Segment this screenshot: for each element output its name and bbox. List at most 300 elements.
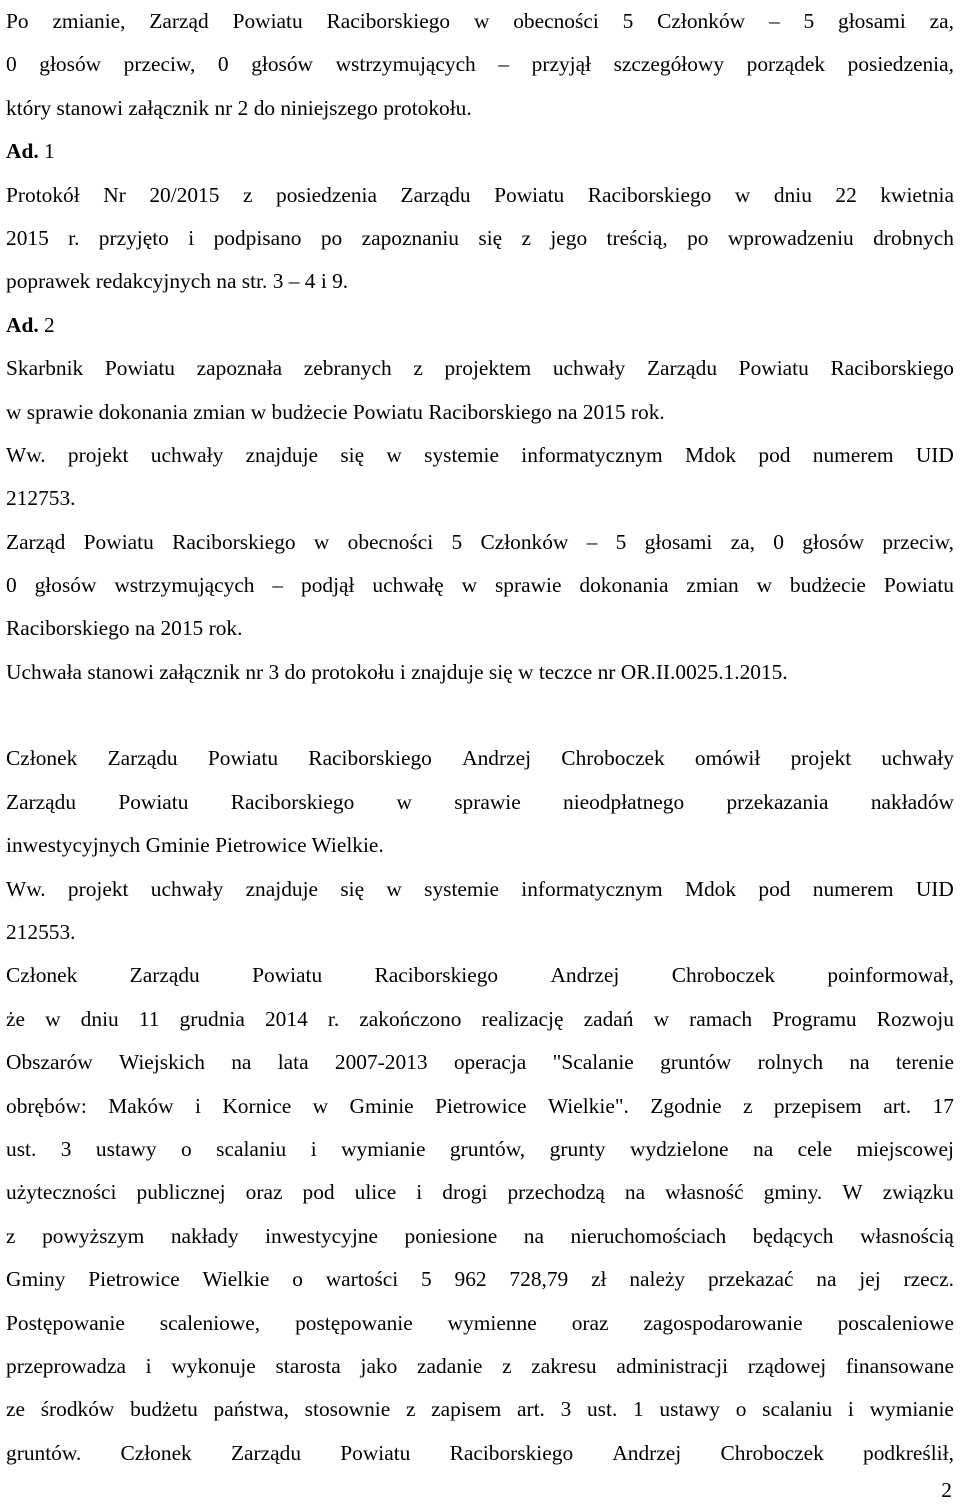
word: rządowej bbox=[747, 1353, 827, 1378]
word: Programu bbox=[772, 1006, 857, 1031]
word: ust. bbox=[6, 1136, 37, 1161]
word: 17 bbox=[932, 1093, 954, 1118]
word: publicznej bbox=[136, 1180, 226, 1205]
text-line bbox=[6, 1128, 954, 1171]
word: Postępowanie bbox=[6, 1310, 125, 1335]
word: w bbox=[386, 442, 402, 467]
word: z bbox=[6, 1223, 16, 1248]
word: ze bbox=[6, 1397, 25, 1422]
word: art. bbox=[516, 1397, 545, 1422]
word: przyjęto bbox=[98, 225, 169, 250]
word: 962 bbox=[454, 1267, 487, 1292]
word: Raciborskiego bbox=[172, 529, 296, 554]
word: ustawy bbox=[659, 1397, 721, 1422]
text-line bbox=[6, 0, 954, 43]
word: porządek bbox=[746, 52, 826, 77]
word: uchwały bbox=[150, 876, 224, 901]
word: treścią, bbox=[606, 225, 668, 250]
word: w bbox=[312, 1093, 329, 1118]
word: Andrzej bbox=[462, 746, 532, 771]
text-line bbox=[6, 434, 954, 477]
word: przyjął bbox=[531, 52, 592, 77]
text-line bbox=[6, 1432, 954, 1475]
word: poinformował, bbox=[827, 963, 954, 988]
word: projekt bbox=[790, 746, 852, 771]
word: Wielkie". bbox=[547, 1093, 629, 1118]
page-number: 2 bbox=[941, 1478, 952, 1502]
word: W bbox=[842, 1180, 863, 1205]
word: "Scalanie bbox=[552, 1050, 634, 1075]
text-line bbox=[6, 1171, 954, 1214]
word: Chroboczek bbox=[720, 1440, 824, 1465]
word: na bbox=[624, 1180, 646, 1205]
word: scaleniowe, bbox=[159, 1310, 261, 1335]
word: gminy. bbox=[763, 1180, 823, 1205]
word: informatycznym bbox=[521, 442, 663, 467]
word: grudnia bbox=[179, 1006, 245, 1031]
word: zadanie bbox=[417, 1353, 483, 1378]
word: w bbox=[756, 573, 773, 598]
word: Mdok bbox=[684, 876, 737, 901]
word: Kornice bbox=[222, 1093, 292, 1118]
word: 0 bbox=[6, 573, 17, 598]
word: – bbox=[498, 52, 510, 77]
word: wartości bbox=[325, 1267, 399, 1292]
word: art. bbox=[883, 1093, 912, 1118]
word: 5 bbox=[421, 1267, 432, 1292]
word: głosami bbox=[644, 529, 713, 554]
word: Pietrowice bbox=[88, 1267, 180, 1292]
word: i bbox=[194, 1093, 201, 1118]
word: operacja bbox=[453, 1050, 527, 1075]
word: – bbox=[272, 573, 284, 598]
word: związku bbox=[882, 1180, 954, 1205]
word: zakresu bbox=[531, 1353, 597, 1378]
word: wymienne bbox=[447, 1310, 537, 1335]
text-line bbox=[6, 564, 954, 607]
text-line: w sprawie dokonania zmian w budżecie Powiatu Raciborskiego na 2015 rok. bbox=[6, 399, 665, 424]
text-line bbox=[6, 43, 954, 86]
word: o bbox=[735, 1397, 747, 1422]
word: Mdok bbox=[684, 442, 737, 467]
word: Członek bbox=[6, 746, 78, 771]
word: 22 bbox=[835, 182, 857, 207]
word: 5 bbox=[615, 529, 627, 554]
word: głosami bbox=[838, 9, 906, 33]
word: i bbox=[847, 1397, 854, 1422]
word: głosów bbox=[34, 573, 97, 598]
text-line: Uchwała stanowi załącznik nr 3 do protokołu i znajduje się w teczce nr OR.II.0025.1.2015. bbox=[6, 659, 788, 684]
word: Skarbnik bbox=[6, 356, 84, 381]
word: dniu bbox=[80, 1006, 119, 1031]
word: w bbox=[473, 9, 490, 33]
word: 3 bbox=[560, 1397, 572, 1422]
word: ulice bbox=[354, 1180, 397, 1205]
word: w bbox=[734, 182, 751, 207]
word: oraz bbox=[245, 1180, 283, 1205]
word: Wielkie bbox=[202, 1267, 270, 1292]
word: przechodzą bbox=[507, 1180, 605, 1205]
word: za, bbox=[929, 9, 954, 33]
text-line: Raciborskiego na 2015 rok. bbox=[6, 616, 243, 641]
word: na bbox=[231, 1050, 252, 1075]
text-line bbox=[6, 954, 954, 997]
word: głosów bbox=[251, 52, 313, 77]
word: Gminy bbox=[6, 1267, 66, 1292]
word: po bbox=[687, 225, 709, 250]
word: na bbox=[753, 1136, 774, 1161]
word: oraz bbox=[571, 1310, 609, 1335]
word: własnością bbox=[860, 1223, 954, 1248]
word: wymianie bbox=[869, 1397, 954, 1422]
word: Powiatu bbox=[494, 182, 565, 207]
word: 3 bbox=[60, 1136, 72, 1161]
word: z bbox=[502, 1353, 512, 1378]
word: Zarządu bbox=[646, 356, 718, 381]
word: szczegółowy bbox=[613, 52, 725, 77]
word: znajduje bbox=[245, 442, 319, 467]
text-line bbox=[6, 1258, 954, 1301]
word: zadań bbox=[583, 1006, 634, 1031]
word: własność bbox=[665, 1180, 744, 1205]
word: drobnych bbox=[873, 225, 954, 250]
word: przeprowadza bbox=[6, 1353, 126, 1378]
word: projektem bbox=[444, 356, 532, 381]
word: Chroboczek bbox=[561, 746, 665, 771]
word: sprawie bbox=[494, 573, 562, 598]
word: państwa, bbox=[213, 1397, 289, 1422]
word: podkreślił, bbox=[863, 1440, 954, 1465]
word: w bbox=[461, 573, 478, 598]
word: numerem bbox=[812, 442, 894, 467]
word: pod bbox=[302, 1180, 335, 1205]
word: 2015 bbox=[6, 225, 49, 250]
word: uchwały bbox=[552, 356, 626, 381]
word: r. bbox=[68, 225, 80, 250]
word: rzecz. bbox=[903, 1267, 954, 1292]
word: na bbox=[849, 1050, 870, 1075]
word: w bbox=[45, 1006, 61, 1031]
word: przekazania bbox=[726, 789, 829, 814]
word: obrębów: bbox=[6, 1093, 87, 1118]
word: wydzielone bbox=[629, 1136, 729, 1161]
word: dokonania bbox=[579, 573, 669, 598]
word: z bbox=[405, 1397, 416, 1422]
word: uchwały bbox=[150, 442, 224, 467]
word: rolnych bbox=[757, 1050, 824, 1075]
word: powyższym bbox=[42, 1223, 145, 1248]
word: gruntów. bbox=[6, 1440, 82, 1465]
word: posiedzenia bbox=[276, 182, 377, 207]
word: Powiatu bbox=[883, 573, 954, 598]
word: Raciborskiego bbox=[830, 356, 954, 381]
text-line bbox=[6, 174, 954, 217]
word: i bbox=[188, 225, 195, 250]
word: stosownie bbox=[304, 1397, 391, 1422]
word: Zarząd bbox=[149, 9, 209, 33]
word: 1 bbox=[633, 1397, 644, 1422]
word: wprowadzeniu bbox=[727, 225, 854, 250]
word: w bbox=[653, 1006, 670, 1031]
word: zakończono bbox=[359, 1006, 462, 1031]
word: uchwały bbox=[881, 746, 954, 771]
word: zmianie, bbox=[52, 9, 126, 33]
agenda-heading-1 bbox=[6, 130, 954, 173]
word: 0 bbox=[217, 52, 229, 77]
word: – bbox=[768, 9, 780, 33]
word: scalaniu bbox=[762, 1397, 833, 1422]
word: starosta bbox=[275, 1353, 341, 1378]
word: drogi bbox=[442, 1180, 488, 1205]
word: z bbox=[743, 1093, 753, 1118]
word: Andrzej bbox=[612, 1440, 682, 1465]
word: cele bbox=[797, 1136, 833, 1161]
word: ust. bbox=[586, 1397, 618, 1422]
word: będących bbox=[752, 1223, 834, 1248]
word: systemie bbox=[424, 876, 499, 901]
word: Powiatu bbox=[83, 529, 154, 554]
word: posiedzenia, bbox=[847, 52, 954, 77]
agenda-number: 1 bbox=[38, 139, 55, 164]
word: z bbox=[242, 182, 253, 207]
word: o bbox=[292, 1267, 303, 1292]
word: głosów bbox=[802, 529, 865, 554]
word: wymianie bbox=[341, 1136, 426, 1161]
text-line bbox=[6, 217, 954, 260]
word: Raciborskiego bbox=[374, 963, 499, 988]
word: o bbox=[180, 1136, 192, 1161]
word: w bbox=[313, 529, 330, 554]
agenda-label: Ad. bbox=[6, 312, 39, 337]
text-line: który stanowi załącznik nr 2 do niniejszego protokołu. bbox=[6, 95, 472, 120]
word: 0 bbox=[6, 52, 17, 77]
word: Powiatu bbox=[738, 356, 809, 381]
word: przekazać bbox=[707, 1267, 794, 1292]
word: się bbox=[340, 876, 365, 901]
word: zł bbox=[591, 1267, 607, 1292]
word: 11 bbox=[138, 1006, 160, 1031]
word: grunty bbox=[549, 1136, 606, 1161]
word: Członków bbox=[657, 9, 746, 33]
word: dniu bbox=[773, 182, 812, 207]
word: Rozwoju bbox=[876, 1006, 954, 1031]
word: Raciborskiego bbox=[230, 789, 355, 814]
word: Zgodnie bbox=[650, 1093, 722, 1118]
text-line: inwestycyjnych Gminie Pietrowice Wielkie. bbox=[6, 833, 384, 858]
word: Powiatu bbox=[232, 9, 303, 33]
word: 2014 bbox=[264, 1006, 308, 1031]
word: – bbox=[586, 529, 598, 554]
word: Zarządu bbox=[230, 1440, 302, 1465]
word: Wiejskich bbox=[119, 1050, 205, 1075]
word: użyteczności bbox=[6, 1180, 117, 1205]
word: ramach bbox=[689, 1006, 753, 1031]
word: jako bbox=[360, 1353, 398, 1378]
word: znajduje bbox=[245, 876, 319, 901]
text-line bbox=[6, 998, 954, 1041]
word: lata bbox=[277, 1050, 309, 1075]
word: Zarządu bbox=[400, 182, 471, 207]
text-line bbox=[6, 1302, 954, 1345]
word: kwietnia bbox=[880, 182, 954, 207]
word: Zarządu bbox=[6, 789, 77, 814]
word: zagospodarowanie bbox=[643, 1310, 803, 1335]
word: informatycznym bbox=[521, 876, 663, 901]
word: Raciborskiego bbox=[326, 9, 451, 33]
text-line: 212753. bbox=[6, 486, 76, 511]
word: administracji bbox=[616, 1353, 729, 1378]
word: projekt bbox=[67, 876, 129, 901]
word: Gminie bbox=[349, 1093, 414, 1118]
word: głosów bbox=[39, 52, 102, 77]
text-line bbox=[6, 1345, 954, 1388]
word: należy bbox=[629, 1267, 686, 1292]
word: podjął bbox=[301, 573, 355, 598]
agenda-label: Ad. bbox=[6, 139, 39, 164]
word: Raciborskiego bbox=[587, 182, 712, 207]
word: finansowane bbox=[845, 1353, 954, 1378]
text-line bbox=[6, 347, 954, 390]
word: wykonuje bbox=[171, 1353, 256, 1378]
word: omówił bbox=[694, 746, 761, 771]
word: Powiatu bbox=[340, 1440, 411, 1465]
word: na bbox=[523, 1223, 544, 1248]
word: się bbox=[478, 225, 503, 250]
word: uchwałę bbox=[372, 573, 444, 598]
word: Zarządu bbox=[107, 746, 178, 771]
word: UID bbox=[915, 876, 954, 901]
word: na bbox=[816, 1267, 837, 1292]
word: Nr bbox=[103, 182, 126, 207]
word: z bbox=[521, 225, 531, 250]
word: zapoznała bbox=[196, 356, 283, 381]
word: Pietrowice bbox=[435, 1093, 527, 1118]
text-line bbox=[6, 1085, 954, 1128]
text-line bbox=[6, 1388, 954, 1431]
word: pod bbox=[758, 876, 791, 901]
word: zmian bbox=[686, 573, 739, 598]
word: Chroboczek bbox=[671, 963, 776, 988]
word: budżetu bbox=[130, 1397, 198, 1422]
word: z bbox=[413, 356, 423, 381]
word: nakłady bbox=[170, 1223, 239, 1248]
word: wstrzymujących bbox=[335, 52, 476, 77]
word: gruntów bbox=[660, 1050, 732, 1075]
word: nakładów bbox=[870, 789, 954, 814]
word: 5 bbox=[451, 529, 463, 554]
word: Powiatu bbox=[118, 789, 189, 814]
word: Powiatu bbox=[207, 746, 279, 771]
word: poscaleniowe bbox=[837, 1310, 954, 1335]
word: Raciborskiego bbox=[449, 1440, 574, 1465]
document-page bbox=[6, 0, 954, 1475]
word: r. bbox=[327, 1006, 340, 1031]
word: pod bbox=[758, 442, 791, 467]
word: Ww. bbox=[6, 442, 46, 467]
word: wstrzymujących bbox=[114, 573, 255, 598]
word: obecności bbox=[347, 529, 434, 554]
word: jego bbox=[550, 225, 588, 250]
word: Maków bbox=[108, 1093, 174, 1118]
word: Zarządu bbox=[129, 963, 200, 988]
word: UID bbox=[915, 442, 954, 467]
word: Andrzej bbox=[550, 963, 620, 988]
word: poniesione bbox=[404, 1223, 498, 1248]
word: zebranych bbox=[303, 356, 392, 381]
word: projekt bbox=[67, 442, 129, 467]
word: przeciw, bbox=[882, 529, 954, 554]
word: się bbox=[340, 442, 365, 467]
word: podpisano bbox=[213, 225, 302, 250]
word: w bbox=[386, 876, 402, 901]
word: Członek bbox=[120, 1440, 192, 1465]
word: po bbox=[320, 225, 343, 250]
text-line: 212553. bbox=[6, 920, 76, 944]
word: Zarząd bbox=[6, 529, 66, 554]
word: Powiatu bbox=[104, 356, 176, 381]
word: ustawy bbox=[95, 1136, 157, 1161]
word: 728,79 bbox=[509, 1267, 569, 1292]
word: jej bbox=[859, 1267, 881, 1292]
paragraph-spacer bbox=[6, 694, 954, 737]
text-line bbox=[6, 1041, 954, 1084]
word: budżecie bbox=[789, 573, 866, 598]
word: 2007-2013 bbox=[334, 1050, 428, 1075]
word: 0 bbox=[773, 529, 784, 554]
word: 20/2015 bbox=[149, 182, 220, 207]
word: terenie bbox=[895, 1050, 954, 1075]
word: Członek bbox=[6, 963, 78, 988]
word: nieodpłatnego bbox=[563, 789, 685, 814]
word: Po bbox=[6, 9, 29, 33]
word: przeciw, bbox=[123, 52, 196, 77]
word: środków bbox=[40, 1397, 115, 1422]
word: Członków bbox=[480, 529, 569, 554]
word: w bbox=[396, 789, 412, 814]
word: Ww. bbox=[6, 876, 46, 901]
word: i bbox=[310, 1136, 317, 1161]
word: sprawie bbox=[454, 789, 521, 814]
word: 5 bbox=[622, 9, 634, 33]
word: i bbox=[145, 1353, 152, 1378]
word: 5 bbox=[803, 9, 815, 33]
text-line bbox=[6, 781, 954, 824]
word: inwestycyjne bbox=[265, 1223, 378, 1248]
text-line bbox=[6, 737, 954, 780]
word: Obszarów bbox=[6, 1050, 93, 1075]
word: za, bbox=[730, 529, 755, 554]
word: i bbox=[416, 1180, 423, 1205]
text-line bbox=[6, 868, 954, 911]
word: realizację bbox=[481, 1006, 564, 1031]
text-line: poprawek redakcyjnych na str. 3 – 4 i 9. bbox=[6, 269, 349, 294]
word: że bbox=[6, 1006, 25, 1031]
word: nieruchomościach bbox=[570, 1223, 727, 1248]
agenda-heading-2 bbox=[6, 304, 954, 347]
word: zapoznaniu bbox=[361, 225, 460, 250]
word: obecności bbox=[513, 9, 599, 33]
word: zapisem bbox=[431, 1397, 502, 1422]
word: Powiatu bbox=[252, 963, 323, 988]
word: miejscowej bbox=[856, 1136, 954, 1161]
agenda-number: 2 bbox=[38, 312, 55, 337]
text-line bbox=[6, 521, 954, 564]
word: przepisem bbox=[773, 1093, 862, 1118]
text-line bbox=[6, 1215, 954, 1258]
word: gruntów, bbox=[449, 1136, 526, 1161]
word: Raciborskiego bbox=[308, 746, 432, 771]
word: numerem bbox=[812, 876, 894, 901]
